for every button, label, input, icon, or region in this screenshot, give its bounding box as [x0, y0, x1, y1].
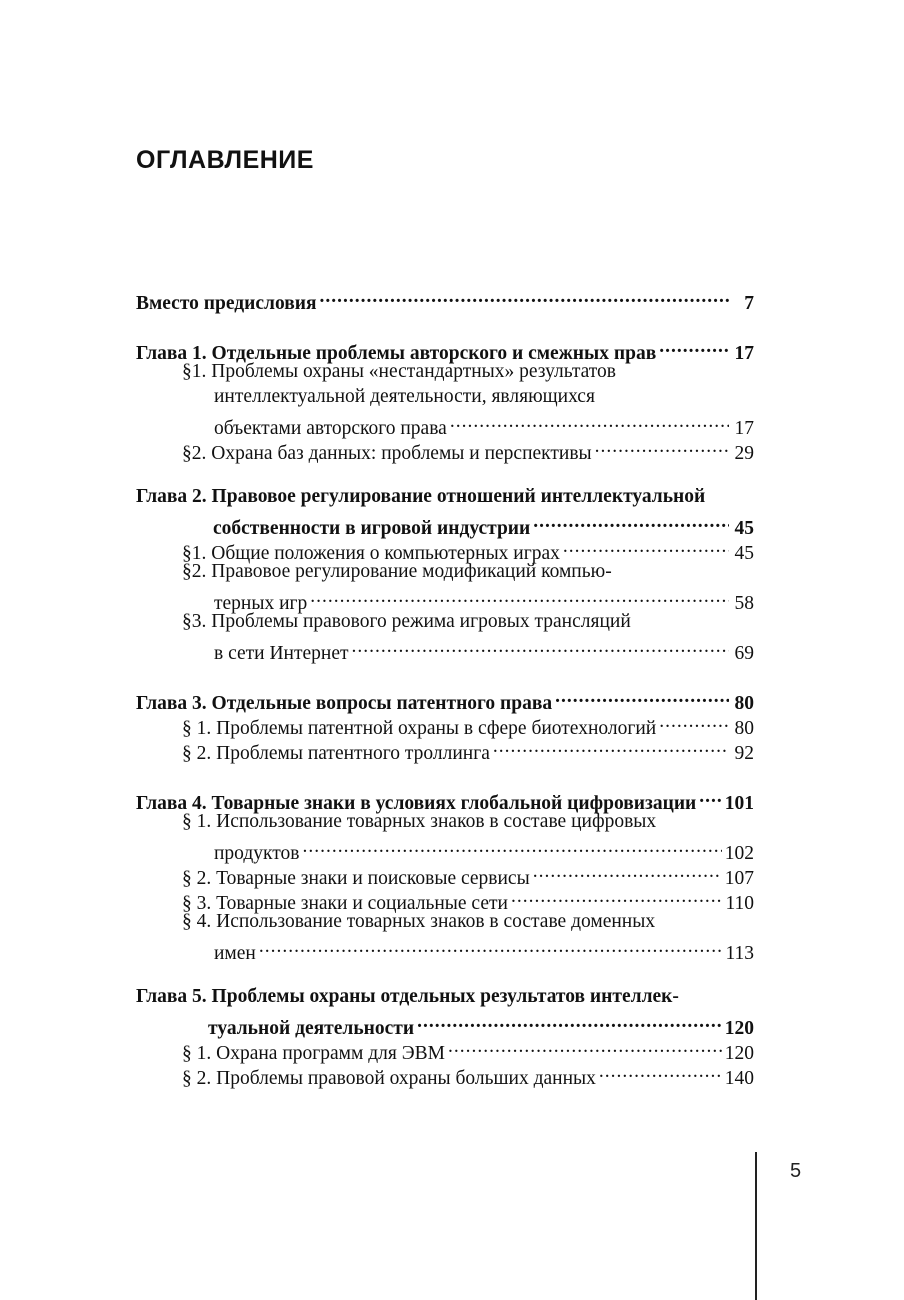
toc-page-number: 17: [734, 343, 754, 364]
page-number-divider: [755, 1152, 757, 1300]
toc-page-number: 113: [725, 943, 754, 964]
toc-section-5-1[interactable]: [136, 1034, 754, 1064]
toc-entry-title: § 2. Проблемы правовой охраны больших данных: [182, 1068, 596, 1089]
toc-chapter-5-line-1[interactable]: Глава 5. Проблемы охраны отдельных результатов интеллек-: [136, 986, 679, 1007]
toc-section-4-1-line-1[interactable]: § 1. Использование товарных знаков в составе цифровых: [182, 811, 657, 832]
toc-entry-title: продуктов: [214, 843, 300, 864]
toc-section-4-3[interactable]: [136, 884, 754, 914]
dot-leader: [448, 1034, 722, 1059]
toc-page-number: 45: [734, 543, 754, 564]
toc-page-number: 110: [725, 893, 754, 914]
dot-leader: [493, 734, 729, 759]
toc-chapter-4[interactable]: [136, 784, 754, 814]
toc-entry-title: Глава 3. Отдельные вопросы патентного права: [136, 693, 553, 714]
toc-page-number: 92: [734, 743, 754, 764]
toc-page-number: 80: [734, 718, 754, 739]
toc-entry-title: § 2. Товарные знаки и поисковые сервисы: [182, 868, 530, 889]
page-number: 5: [790, 1160, 802, 1182]
dot-leader: [352, 634, 729, 659]
toc-section-1-1-line-1[interactable]: §1. Проблемы охраны «нестандартных» результатов: [182, 361, 616, 382]
dot-leader: [533, 509, 729, 534]
dot-leader: [302, 834, 721, 859]
toc-entry-title: Вместо предисловия: [136, 293, 317, 314]
toc-page-number: 7: [744, 293, 754, 314]
toc-section-1-2[interactable]: [136, 434, 754, 464]
toc-entry-title: § 2. Проблемы патентного троллинга: [182, 743, 490, 764]
toc-entry-title: терных игр: [214, 593, 308, 614]
toc-entry-title: имен: [214, 943, 256, 964]
toc-entry-title: Глава 4. Товарные знаки в условиях глобальной цифровизации: [136, 793, 697, 814]
toc-page-number: 102: [724, 843, 754, 864]
toc-section-5-2[interactable]: [136, 1059, 754, 1089]
table-of-contents: [136, 284, 754, 1089]
dot-leader: [659, 334, 729, 359]
toc-section-1-1-line-2[interactable]: интеллектуальной деятельности, являющихся: [214, 386, 595, 407]
toc-entry-title: §2. Охрана баз данных: проблемы и перспективы: [182, 443, 592, 464]
toc-page-number: 80: [734, 693, 754, 714]
toc-chapter-1[interactable]: [136, 334, 754, 364]
toc-chapter-2-line-1[interactable]: Глава 2. Правовое регулирование отношений интеллектуальной: [136, 486, 706, 507]
toc-entry-title: § 3. Товарные знаки и социальные сети: [182, 893, 508, 914]
dot-leader: [417, 1009, 722, 1034]
dot-leader: [259, 934, 723, 959]
dot-leader: [659, 709, 729, 734]
toc-page-number: 58: [734, 593, 754, 614]
toc-entry-title: туальной деятельности: [208, 1018, 415, 1039]
toc-entry-title: собственности в игровой индустрии: [213, 518, 531, 539]
toc-section-4-2[interactable]: [136, 859, 754, 889]
toc-chapter-5-line-2[interactable]: [136, 1009, 754, 1039]
toc-page-number: 69: [734, 643, 754, 664]
toc-page-number: 120: [724, 1043, 754, 1064]
toc-page-number: 107: [724, 868, 754, 889]
toc-section-4-4-line-2[interactable]: [136, 934, 754, 964]
dot-leader: [599, 1059, 722, 1084]
toc-page-number: 120: [724, 1018, 754, 1039]
toc-page-number: 101: [724, 793, 754, 814]
toc-chapter-2-line-2[interactable]: [136, 509, 754, 539]
toc-section-1-1-line-3[interactable]: [136, 409, 754, 439]
toc-page-number: 29: [734, 443, 754, 464]
dot-leader: [450, 409, 729, 434]
toc-section-2-3-line-1[interactable]: §3. Проблемы правового режима игровых трансляций: [182, 611, 631, 632]
dot-leader: [595, 434, 729, 459]
toc-entry-title: в сети Интернет: [214, 643, 349, 664]
toc-section-2-1[interactable]: [136, 534, 754, 564]
toc-section-2-2-line-1[interactable]: §2. Правовое регулирование модификаций компью-: [182, 561, 612, 582]
toc-entry-title: § 1. Проблемы патентной охраны в сфере биотехнологий: [182, 718, 657, 739]
dot-leader: [310, 584, 729, 609]
toc-page-number: 17: [734, 418, 754, 439]
toc-section-2-2-line-2[interactable]: [136, 584, 754, 614]
dot-leader: [320, 284, 729, 309]
toc-page-number: 140: [724, 1068, 754, 1089]
dot-leader: [563, 534, 729, 559]
toc-entry-title: Глава 1. Отдельные проблемы авторского и смежных прав: [136, 343, 657, 364]
toc-entry-intro[interactable]: [136, 284, 754, 314]
toc-entry-title: объектами авторского права: [214, 418, 447, 439]
toc-section-4-4-line-1[interactable]: § 4. Использование товарных знаков в составе доменных: [182, 911, 656, 932]
toc-entry-title: §1. Общие положения о компьютерных играх: [182, 543, 560, 564]
toc-section-2-3-line-2[interactable]: [136, 634, 754, 664]
toc-section-4-1-line-2[interactable]: [136, 834, 754, 864]
page-title: ОГЛАВЛЕНИЕ: [136, 146, 314, 174]
toc-section-3-2[interactable]: [136, 734, 754, 764]
toc-section-3-1[interactable]: [136, 709, 754, 739]
toc-entry-title: § 1. Охрана программ для ЭВМ: [182, 1043, 445, 1064]
toc-page-number: 45: [734, 518, 754, 539]
dot-leader: [511, 884, 723, 909]
dot-leader: [555, 684, 729, 709]
toc-chapter-3[interactable]: [136, 684, 754, 714]
dot-leader: [533, 859, 722, 884]
dot-leader: [699, 784, 721, 809]
